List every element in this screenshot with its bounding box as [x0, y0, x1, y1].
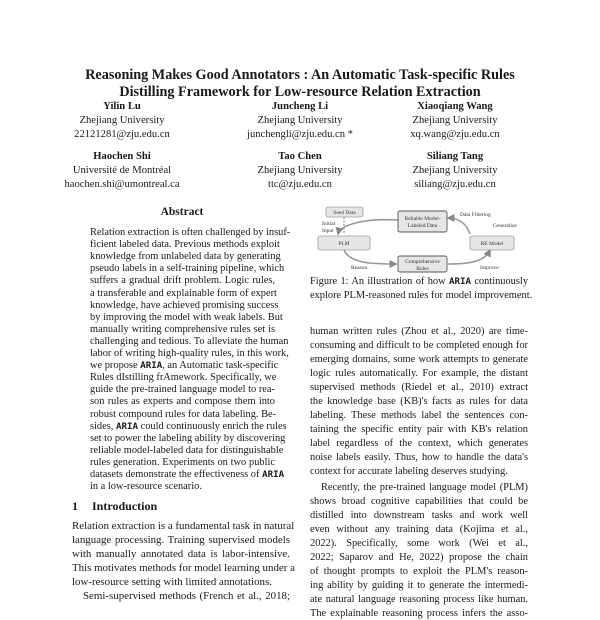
svg-text:PLM: PLM [338, 241, 350, 247]
text-line: Figure 1: An illustration of how ARIA continuously [310, 276, 529, 287]
text-line: 2022; Saparov and He, 2022) propose the chain [310, 552, 528, 563]
text-line: label regardless of the context, which generates [310, 438, 528, 449]
text-line: manually writing comprehensive rules set is [90, 323, 275, 335]
text-line: Recently, the pre-trained language model (PLM) [321, 482, 528, 493]
system-name: ARIA [262, 470, 285, 480]
text-line: Relation extraction is a fundamental task in natural [72, 520, 295, 532]
author-affiliation: Zhejiang University [257, 115, 343, 126]
section-title: Introduction [92, 499, 158, 513]
author-affiliation: Zhejiang University [412, 165, 498, 176]
text-line: datasets demonstrate the effectiveness of ARIA [90, 469, 285, 480]
section-number: 1 [72, 499, 78, 513]
text-line: guide the pre-trained language model to rea- [90, 384, 275, 396]
text-line: 2022). Specifically, some work (Wei et al., [310, 538, 528, 549]
text-line: reliable model-labeled data for distinguishable [90, 444, 284, 456]
svg-text:Improve: Improve [480, 265, 499, 271]
text-line: a transferable and explainable form of expert [90, 287, 277, 299]
author-email: 22121281@zju.edu.cn [74, 129, 170, 140]
text-line: Semi-supervised methods (French et al., 2018; [83, 590, 290, 602]
author-email: xq.wang@zju.edu.cn [410, 129, 500, 140]
text-line: challenging and tedious. To alleviate the human [90, 335, 289, 347]
system-name: ARIA [140, 361, 163, 372]
text-line: rules generation. Experiments on two public [90, 456, 275, 468]
text-line: human written rules (Zhou et al., 2020) are time- [310, 326, 528, 337]
figure-1-diagram [300, 200, 540, 278]
system-name: ARIA [115, 421, 138, 432]
author-name: Xiaoqiang Wang [417, 101, 493, 112]
author-affiliation: Zhejiang University [79, 115, 165, 126]
author-email: junchengli@zju.edu.cn * [247, 129, 353, 140]
text-line: in a low-resource scenario. [90, 481, 202, 493]
text-line: emerging domains, some work attempts to generate [310, 354, 528, 365]
svg-text:Rules: Rules [416, 266, 429, 272]
author-name: Juncheng Li [271, 101, 329, 112]
text-line: with manually annotated data is labor-intensive. [72, 548, 290, 560]
text-line: This motivates methods for model learning under a [72, 562, 295, 574]
svg-text:Reliable Model-: Reliable Model- [404, 216, 441, 222]
intro-heading [72, 499, 157, 514]
text-line: we propose ARIA, an Automatic task-specific [90, 360, 279, 372]
text-line: low-resource setting with limited annotations. [72, 576, 272, 588]
author-4 [210, 150, 390, 192]
svg-text:Seed Data: Seed Data [333, 210, 356, 216]
text-line: consuming and difficult to be completed enough for [310, 340, 528, 351]
svg-text:Generalize: Generalize [493, 223, 517, 229]
text-line: noise labels easily. Thus, how to handle the data's [310, 452, 528, 463]
author-email: siliang@zju.edu.cn [414, 179, 496, 190]
author-name: Yilin Lu [103, 101, 141, 112]
author-name: Tao Chen [278, 151, 322, 162]
svg-text:Comprehensive: Comprehensive [405, 259, 440, 265]
arrow-improve [448, 250, 490, 264]
text-line: even without any training data (Kojima et al., [310, 524, 528, 535]
svg-text:Labeled Data: Labeled Data [407, 223, 438, 229]
text-line: labeling. These methods label the sentences con- [310, 410, 528, 421]
author-1 [210, 100, 390, 142]
arrow-reason [344, 250, 396, 264]
author-5 [365, 150, 545, 192]
text-line: taining the specific entity pair with KB's relation [310, 424, 528, 435]
text-line: supervised methods (Riedel et al., 2010) extract [310, 382, 528, 393]
text-line: The explainable reasoning process infers the asso- [310, 608, 528, 619]
paper-title-line-1: Reasoning Makes Good Annotators : An Automatic Task-specific Rules [85, 67, 515, 83]
text-line: of thought prompts to exploit the PLM's reason- [310, 566, 528, 577]
svg-text:Data Filtering: Data Filtering [460, 212, 491, 218]
text-line: labor of writing high-quality rules, in this work, [90, 348, 289, 359]
text-line: knowledge from unlabeled data by generating [90, 251, 281, 263]
svg-text:RE Model: RE Model [480, 241, 504, 247]
abstract-heading: Abstract [160, 206, 204, 218]
text-line: explore PLM-reasoned rules for model improvement. [310, 290, 533, 301]
arrow-to-reliable [448, 218, 470, 234]
author-email: haochen.shi@umontreal.ca [64, 179, 180, 190]
text-line: language processing. Training supervised models [72, 534, 290, 546]
text-line: Rules dIstilling frAmework. Specifically, we [90, 372, 277, 384]
text-line: suffers a gradual drift problem. Logic rules, [90, 275, 275, 287]
arrow-to-plm [338, 220, 398, 234]
text-line: logic rules automatically. For example, the distant [310, 368, 528, 379]
author-name: Siliang Tang [426, 151, 484, 162]
text-line: Relation extraction is often challenged by insuf- [90, 227, 291, 238]
text-line: set to power the labeling ability by discovering [90, 432, 286, 444]
text-line: son rules as experts and compose them into [90, 396, 275, 408]
svg-text:Input: Input [322, 228, 334, 234]
text-line: knowledge, have achieved promising success [90, 299, 279, 311]
system-name: ARIA [448, 277, 471, 287]
author-affiliation: Zhejiang University [412, 115, 498, 126]
author-name: Haochen Shi [93, 151, 151, 162]
author-3 [32, 150, 212, 192]
text-line: sides, ARIA could continuously enrich the rules [90, 420, 287, 432]
text-line: the knowledge base (KB)'s facts as rules for data [310, 396, 528, 407]
text-line: shows broad cognitive capabilities that could be [310, 496, 528, 507]
text-line: pseudo labels in a self-training pipeline, which [90, 263, 285, 275]
svg-text:Initial: Initial [322, 221, 336, 227]
author-email: ttc@zju.edu.cn [268, 179, 332, 190]
author-2 [365, 100, 545, 142]
text-line: by improving the model with weak labels. But [90, 311, 283, 323]
text-line: robust compound rules for data labeling. Be- [90, 408, 277, 420]
author-affiliation: Zhejiang University [257, 165, 343, 176]
author-affiliation: Université de Montréal [72, 165, 172, 176]
paper-title-line-2: Distilling Framework for Low-resource Relation Extraction [119, 84, 481, 100]
text-line: context for accurate labeling deserves studying. [310, 466, 508, 477]
text-line: ate natural language reasoning process like human. [310, 594, 528, 605]
svg-text:Reason: Reason [351, 265, 368, 271]
author-0 [32, 100, 212, 142]
text-line: distilled into downstream tasks and work well [310, 510, 528, 521]
text-line: ficient labeled data. Previous methods exploit [90, 239, 280, 251]
text-line: ing ability by guiding it to generate the intermedi- [310, 580, 528, 591]
